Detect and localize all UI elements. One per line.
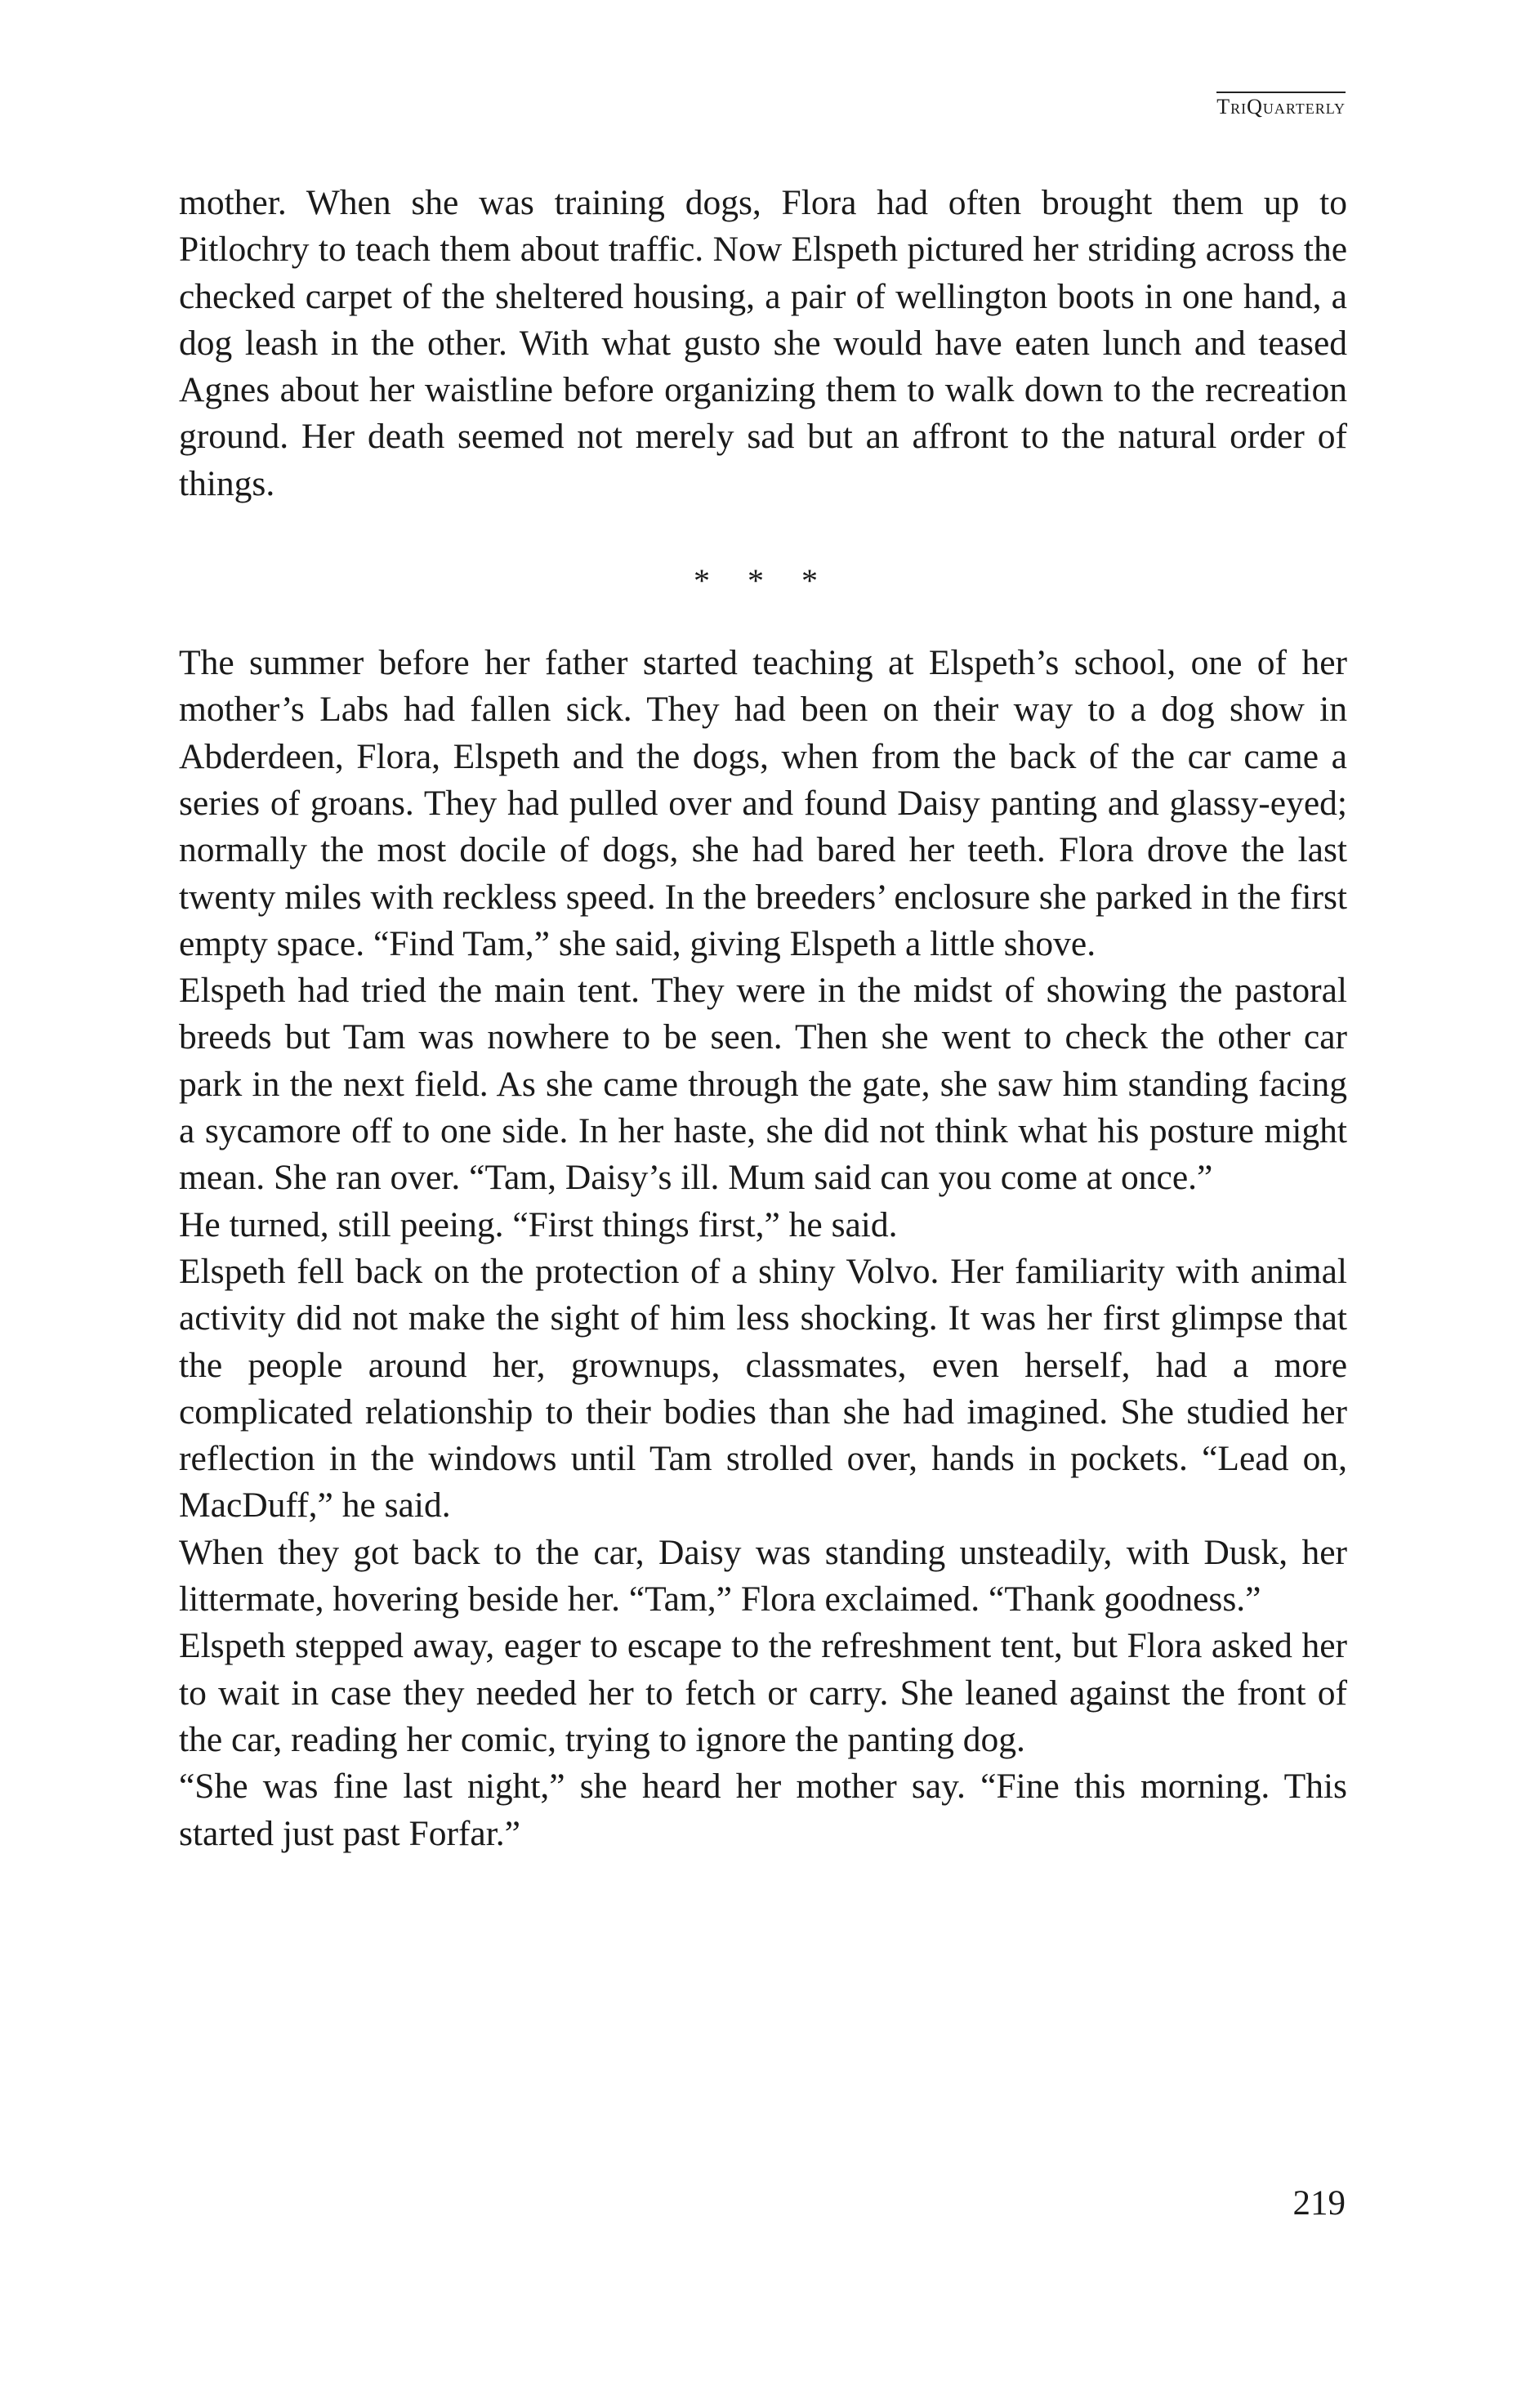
running-head: TriQuarterly: [1216, 92, 1346, 118]
body-text: [179, 180, 1347, 1857]
paragraph: Elspeth had tried the main tent. They were in the midst of showing the pastoral breeds but Tam was nowhere to be seen. Then she went to check the other car park in the next field. As she came through the gate, she saw him standing facing a sycamore off to one side. In her haste, she did not think what his posture might mean. She ran over. “Tam, Daisy’s ill. Mum said can you come at once.”: [179, 971, 1347, 1198]
paragraph: He turned, still peeing. “First things first,” he said.: [179, 1204, 898, 1244]
paragraph: The summer before her father started teaching at Elspeth’s school, one of her mother’s Labs had fallen sick. They had been on their way to a dog show in Abderdeen, Flora, Elspeth and the dogs, when from the back of the car came a series of groans. They had pulled over and found Daisy panting and glassy-eyed; normally the most docile of dogs, she had bared her teeth. Flora drove the last twenty miles with reckless speed. In the breeders’ enclosure she parked in the first empty space. “Find Tam,” she said, giving Elspeth a little shove.: [179, 643, 1347, 963]
paragraph: mother. When she was training dogs, Flora had often brought them up to Pitlochry to teach them about traffic. Now Elspeth pictured her striding across the checked carpet of the sheltered housing, a pair of wellington boots in one hand, a dog leash in the other. With what gusto she would have eaten lunch and teased Agnes about her waistline before organizing them to walk down to the recreation ground. Her death seemed not merely sad but an affront to the natural order of things.: [179, 183, 1347, 503]
paragraph: Elspeth fell back on the protection of a shiny Volvo. Her familiarity with animal activity did not make the sight of him less shocking. It was her first glimpse that the people around her, grownups, classmates, even herself, had a more complicated relationship to their bodies than she had imagined. She studied her reflection in the windows until Tam strolled over, hands in pockets. “Lead on, MacDuff,” he said.: [179, 1251, 1347, 1526]
paragraph: When they got back to the car, Daisy was standing unsteadily, with Dusk, her littermate, hovering beside her. “Tam,” Flora exclaimed. “Thank goodness.”: [179, 1532, 1347, 1619]
section-break: * * *: [694, 562, 832, 600]
paragraph: Elspeth stepped away, eager to escape to the refreshment tent, but Flora asked her to wait in case they needed her to fetch or carry. She leaned against the front of the car, reading her comic, trying to ignore the panting dog.: [179, 1626, 1347, 1759]
paragraph: “She was fine last night,” she heard her mother say. “Fine this morning. This started just past Forfar.”: [179, 1767, 1347, 1853]
page-number: 219: [1292, 2184, 1346, 2223]
